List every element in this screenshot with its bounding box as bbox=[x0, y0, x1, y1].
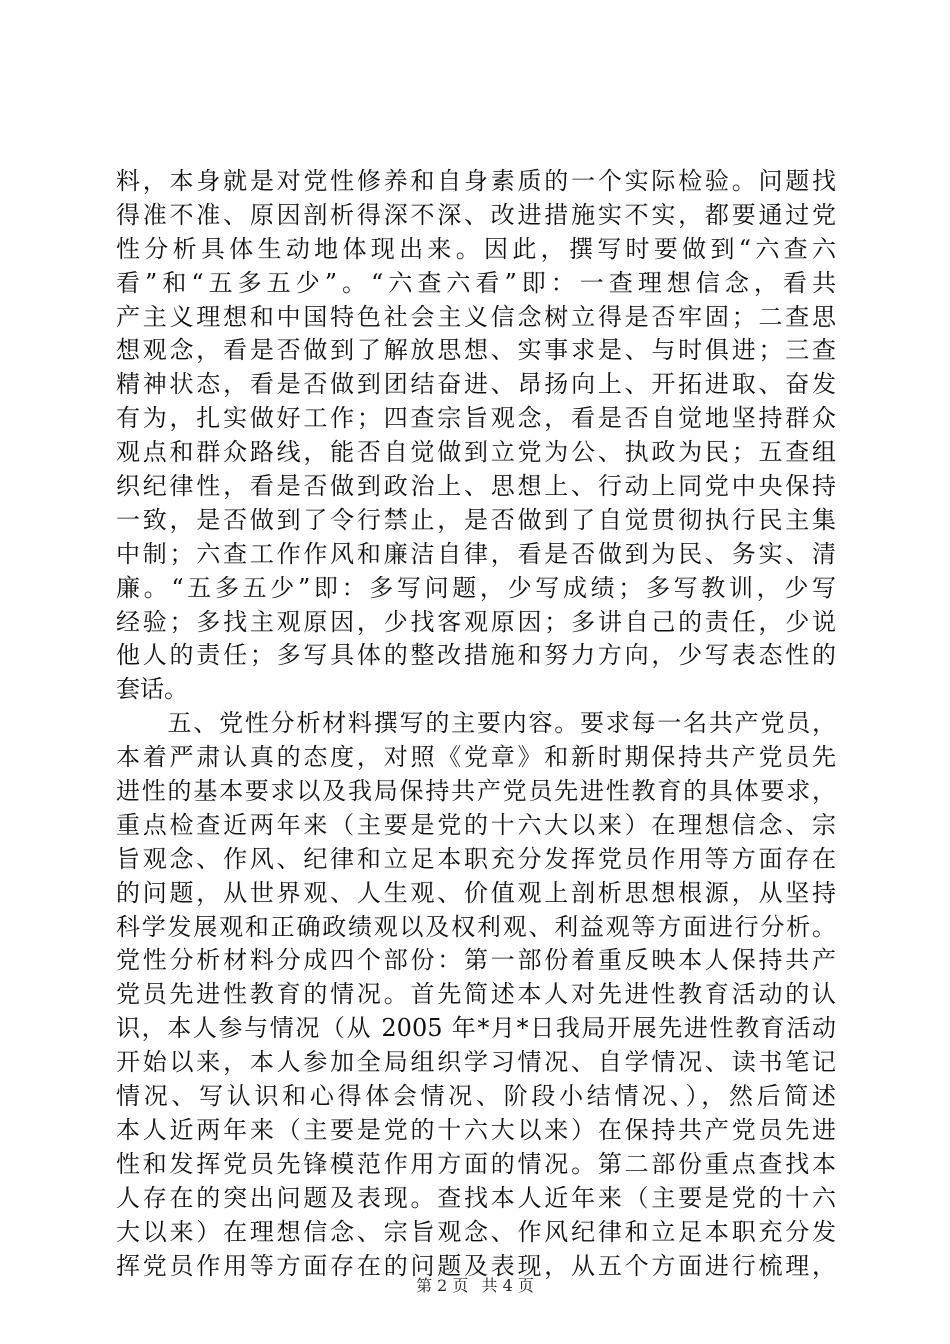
text-line: 旨观念、作风、纪律和立足本职充分发挥党员作用等方面存在 bbox=[116, 844, 836, 873]
text-line: 党员先进性教育的情况。首先简述本人对先进性教育活动的认 bbox=[116, 980, 836, 1009]
text-line: 看”和“五多五少”。“六查六看”即：一查理想信念，看共 bbox=[116, 268, 836, 297]
text-line: 识，本人参与情况（从 2005 年*月*日我局开展先进性教育活动 bbox=[116, 1014, 836, 1043]
text-line: 进性的基本要求以及我局保持共产党员先进性教育的具体要求， bbox=[116, 777, 836, 806]
text-line: 五、党性分析材料撰写的主要内容。要求每一名共产党员， bbox=[116, 709, 836, 738]
text-line: 中制；六查工作作风和廉洁自律，看是否做到为民、务实、清 bbox=[116, 539, 836, 568]
text-line: 性分析具体生动地体现出来。因此，撰写时要做到“六查六 bbox=[116, 234, 836, 263]
text-line: 的问题，从世界观、人生观、价值观上剖析思想根源，从坚持 bbox=[116, 878, 836, 907]
text-line: 挥党员作用等方面存在的问题及表现，从五个方面进行梳理， bbox=[116, 1251, 836, 1280]
text-line: 织纪律性，看是否做到政治上、思想上、行动上同党中央保持 bbox=[116, 472, 836, 501]
text-line: 开始以来，本人参加全局组织学习情况、自学情况、读书笔记 bbox=[116, 1048, 836, 1077]
text-line: 性和发挥党员先锋模范作用方面的情况。第二部份重点查找本 bbox=[116, 1149, 836, 1178]
text-line: 人存在的突出问题及表现。查找本人近年来（主要是党的十六 bbox=[116, 1183, 836, 1212]
body-text bbox=[116, 165, 836, 1283]
text-line: 党性分析材料分成四个部份：第一部份着重反映本人保持共产 bbox=[116, 946, 836, 975]
text-line: 本着严肃认真的态度，对照《党章》和新时期保持共产党员先 bbox=[116, 743, 836, 772]
page-total: 共 4 页 bbox=[481, 1276, 534, 1295]
text-line: 观点和群众路线，能否自觉做到立党为公、执政为民；五查组 bbox=[116, 438, 836, 467]
text-line: 他人的责任；多写具体的整改措施和努力方向，少写表态性的 bbox=[116, 641, 836, 670]
text-line: 大以来）在理想信念、宗旨观念、作风纪律和立足本职充分发 bbox=[116, 1217, 836, 1246]
page-number: 第 2 页 bbox=[416, 1276, 469, 1295]
text-line: 套话。 bbox=[116, 675, 188, 704]
text-line: 一致，是否做到了令行禁止，是否做到了自觉贯彻执行民主集 bbox=[116, 505, 836, 534]
text-line: 料，本身就是对党性修养和自身素质的一个实际检验。问题找 bbox=[116, 167, 836, 195]
text-line: 产主义理想和中国特色社会主义信念树立得是否牢固；二查思 bbox=[116, 302, 836, 331]
text-line: 精神状态，看是否做到团结奋进、昂扬向上、开拓进取、奋发 bbox=[116, 370, 836, 399]
text-line: 廉。“五多五少”即：多写问题，少写成绩；多写教训，少写 bbox=[116, 573, 836, 602]
text-line: 得准不准、原因剖析得深不深、改进措施实不实，都要通过党 bbox=[116, 200, 836, 229]
text-line: 有为，扎实做好工作；四查宗旨观念，看是否自觉地坚持群众 bbox=[116, 404, 836, 433]
text-line: 重点检查近两年来（主要是党的十六大以来）在理想信念、宗 bbox=[116, 810, 836, 839]
text-line: 科学发展观和正确政绩观以及权利观、利益观等方面进行分析。 bbox=[116, 912, 836, 941]
text-line: 情况、写认识和心得体会情况、阶段小结情况、），然后简述 bbox=[116, 1082, 836, 1111]
text-line: 想观念，看是否做到了解放思想、实事求是、与时俱进；三查 bbox=[116, 336, 836, 365]
page-footer bbox=[0, 1276, 950, 1296]
text-line: 本人近两年来（主要是党的十六大以来）在保持共产党员先进 bbox=[116, 1115, 836, 1144]
text-line: 经验；多找主观原因，少找客观原因；多讲自己的责任，少说 bbox=[116, 607, 836, 636]
